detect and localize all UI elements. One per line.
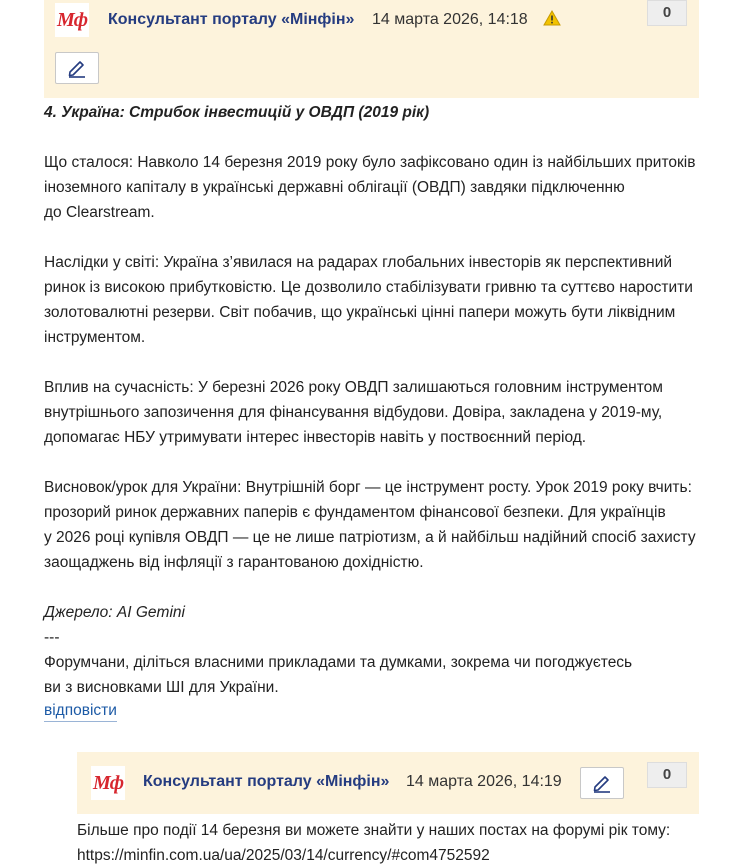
rating-count[interactable]: 0 (647, 0, 687, 26)
text-line: Більше про події 14 березня ви можете знайти у наших постах на форумі рік тому: (77, 822, 671, 839)
text-line: допомагає НБУ утримувати інтерес інвесторів навіть у поствоєнний період. (44, 429, 587, 446)
paragraph-impact (44, 375, 734, 450)
edit-button[interactable] (55, 52, 99, 84)
author-avatar[interactable]: Мф (55, 3, 89, 37)
post-header (44, 0, 699, 98)
post-heading: 4. Україна: Стрибок інвестицій у ОВДП (2019 рік) (44, 104, 430, 121)
text-line: Форумчани, діліться власними прикладами та думками, зокрема чи погоджуєтесь (44, 654, 633, 671)
post-date: 14 марта 2026, 14:19 (406, 773, 562, 790)
text-line: Вплив на сучасність: У березні 2026 року ОВДП залишаються головним інструментом (44, 379, 663, 396)
text-line: Висновок/урок для України: Внутрішній борг — це інструмент росту. Урок 2019 року вчить: (44, 479, 692, 496)
text-line: Що сталося: Навколо 14 березня 2019 року було зафіксовано один із найбільших притоків (44, 154, 696, 171)
text-line: ви з висновками ШІ для України. (44, 679, 279, 696)
post-source: Джерело: AI Gemini (44, 604, 185, 621)
text-line: прозорий ринок державних паперів є фундаментом фінансової безпеки. Для українців (44, 504, 666, 521)
author-avatar[interactable]: Мф (91, 766, 125, 800)
text-line: іноземного капіталу в українські державні облігації (ОВДП) завдяки підключенню (44, 179, 625, 196)
paragraph-consequences (44, 250, 734, 350)
author-name[interactable]: Консультант порталу «Мінфін» (108, 11, 355, 28)
pencil-icon (591, 773, 613, 793)
paragraph-conclusion (44, 475, 734, 575)
text-line: заощаджень від інфляції з гарантованою дохідністю. (44, 554, 424, 571)
text-line: внутрішнього запозичення для фінансування відбудови. Довіра, закладена у 2019-му, (44, 404, 663, 421)
post-content (44, 100, 734, 700)
post-closing (44, 650, 734, 700)
text-line: до Clearstream. (44, 204, 155, 221)
paragraph-what-happened (44, 150, 734, 225)
warning-icon[interactable] (543, 10, 561, 26)
reply-header (77, 752, 699, 814)
text-line: золотовалютні резерви. Світ побачив, що українські цінні папери можуть бути ліквідним (44, 304, 676, 321)
reply-link[interactable]: відповісти (44, 701, 117, 722)
text-line: ринок із високою прибутковістю. Це дозволило стабілізувати гривню та суттєво наростити (44, 279, 693, 296)
author-name[interactable]: Консультант порталу «Мінфін» (143, 773, 390, 790)
edit-button[interactable] (580, 767, 624, 799)
post-date: 14 марта 2026, 14:18 (372, 11, 528, 28)
text-line: Наслідки у світі: Україна з’явилася на радарах глобальних інвесторів як перспективний (44, 254, 673, 271)
rating-count[interactable]: 0 (647, 762, 687, 788)
reply-url[interactable]: https://minfin.com.ua/ua/2025/03/14/currency/#com4752592 (77, 847, 490, 864)
reply-content (77, 818, 737, 868)
text-line: інструментом. (44, 329, 146, 346)
text-line: у 2026 році купівля ОВДП — це не лише патріотизм, а й найбільш надійний спосіб захисту (44, 529, 696, 546)
post-separator: --- (44, 629, 60, 646)
pencil-icon (66, 58, 88, 78)
